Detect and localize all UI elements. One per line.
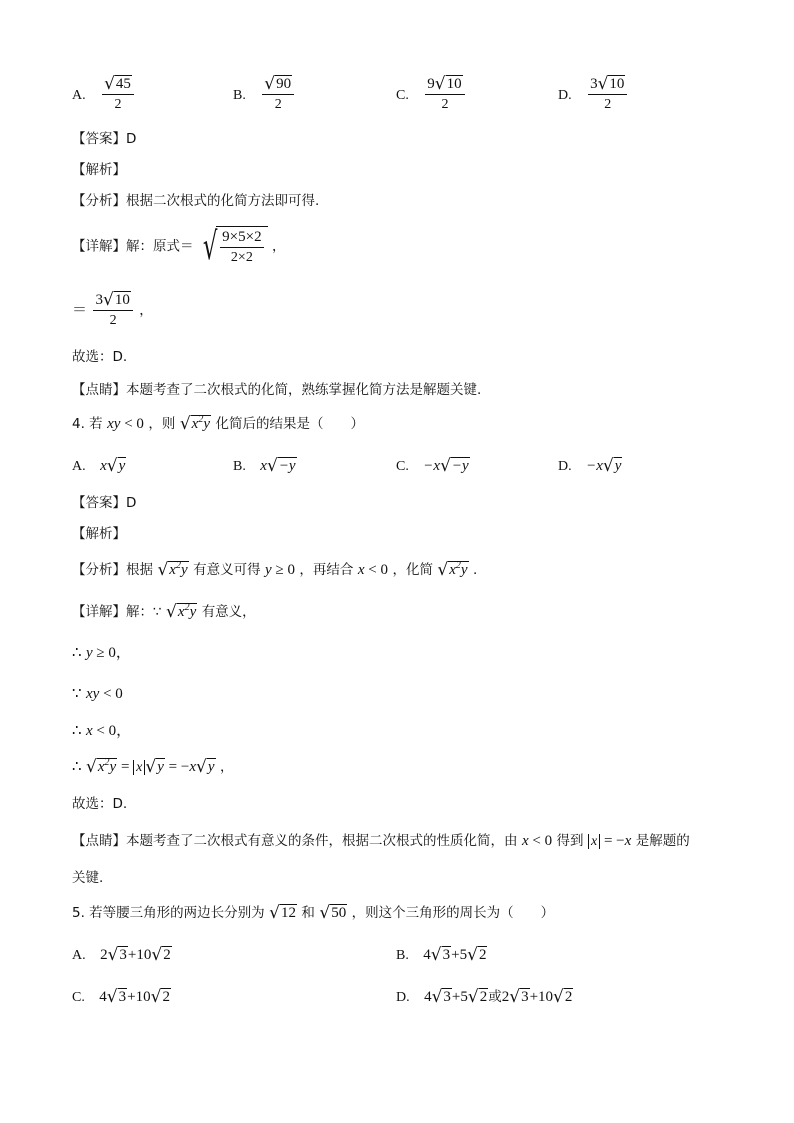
radical-sign: √ [430, 945, 442, 965]
radical-sign: √ [145, 757, 157, 777]
option-label: A. [72, 87, 86, 103]
q4-choose: 故选：D. [72, 796, 128, 812]
q4-step-4: ∴ √ $x^2y$ = x √ y = −x √ y ， [72, 757, 234, 777]
radical-sign: √ [86, 757, 97, 777]
radical-expression: √ $\frac{9\times 5\times 2}{2\times 2}$ [198, 226, 268, 267]
radical-sign: √ [106, 456, 118, 476]
radical-sign: √ [151, 945, 163, 965]
radical-sign: √ [602, 456, 614, 476]
q4-answer: 【答案】D [72, 495, 137, 511]
radical-sign: √ [264, 74, 276, 94]
q4-option-b: B. x √ −y [233, 456, 296, 476]
fraction: 3 √ 10 2 [93, 291, 132, 330]
absolute-value: x [133, 760, 145, 775]
q4-step-2: ∵ xy < 0 [72, 686, 123, 702]
radical-sign: √ [597, 74, 609, 94]
radical-sign: √ [266, 456, 278, 476]
q4-option-a: A. x √ y [72, 456, 126, 476]
radical-sign: √ [467, 945, 478, 965]
q5-option-d: D. 4 √ 3 +5 √ 2 或2 √ 3 +10 √ 2 [396, 987, 573, 1007]
option-label: B. [233, 87, 246, 103]
q5-option-a: A. 2 √ 3 +10 √ 2 [72, 945, 171, 965]
q3-analysis: 【分析】根据二次根式的化简方法即可得. [72, 193, 320, 209]
radical-sign: √ [553, 987, 564, 1007]
radical-sign: √ [509, 987, 521, 1007]
q4-option-c: C. −x √ −y [396, 456, 469, 476]
radical-sign: √ [437, 560, 449, 580]
radical-sign: √ [319, 903, 331, 923]
radical-sign: √ [102, 290, 114, 310]
q4-stem: 4. 若 xy < 0 ，则 √ $x^2y$ 化简后的结果是（ ） [72, 414, 364, 434]
q3-detail: 【详解】解：原式＝ √ $\frac{9\times 5\times 2}{2\times 2}$ ， [72, 224, 286, 268]
q3-answer: 【答案】D [72, 131, 137, 147]
radical-sign: √ [157, 560, 169, 580]
radical-sign: √ [150, 987, 162, 1007]
radical-sign: √ [269, 903, 280, 923]
q5-option-c: C. 4 √ 3 +10 √ 2 [72, 987, 170, 1007]
q4-step-3: ∴ x < 0， [72, 723, 132, 739]
q4-comment-cont: 关键. [72, 870, 104, 886]
option-label: D. [558, 87, 572, 103]
radical-sign: √ [440, 456, 451, 476]
q5-stem: 5. 若等腰三角形的两边长分别为 √ 12 和 √ 50 ，则这个三角形的周长为（ ） [72, 903, 555, 923]
q4-option-d: D. −x √ y [558, 456, 622, 476]
q3-option-a [72, 75, 136, 114]
absolute-value: x [588, 834, 600, 849]
fraction: 3 √ 10 2 [588, 75, 627, 114]
radical-sign: √ [195, 757, 207, 777]
q4-analysis: 【分析】根据 √ $x^2y$ 有意义可得 y ≥ 0 ，再结合 x < 0 ，化简 √ $x^2y$ . [72, 560, 478, 580]
q4-comment: 【点睛】本题考查了二次根式有意义的条件，根据二次根式的性质化简，由 x < 0 得到 x = −x 是解题的 [72, 833, 690, 849]
radical-expression: √ $x^2y$ [179, 414, 211, 434]
q5-option-b: B. 4 √ 3 +5 √ 2 [396, 945, 487, 965]
radical-sign: √ [166, 602, 177, 622]
radical-sign: √ [467, 987, 479, 1007]
q3-option-d [558, 75, 629, 114]
q3-option-c [396, 75, 467, 114]
q3-choose: 故选：D. [72, 349, 128, 365]
radical-sign: √ [179, 414, 191, 434]
radical-sign: √ [107, 945, 119, 965]
fraction: √ 90 2 [262, 75, 294, 114]
q3-analysis-heading: 【解析】 [72, 162, 126, 178]
radical-sign: √ [104, 74, 115, 94]
radical-sign: √ [202, 224, 218, 268]
q3-comment: 【点睛】本题考查了二次根式的化简，熟练掌握化简方法是解题关键. [72, 382, 482, 398]
q3-option-b [233, 75, 296, 114]
radical-sign: √ [431, 987, 443, 1007]
q4-analysis-heading: 【解析】 [72, 526, 126, 542]
option-label: C. [396, 87, 409, 103]
q4-detail: 【详解】解：∵ √ $x^2y$ 有意义， [72, 602, 256, 622]
fraction: 9 √ 10 2 [425, 75, 464, 114]
radical-sign: √ [106, 987, 118, 1007]
radical-sign: √ [434, 74, 446, 94]
q3-step: ＝ 3 √ 10 2 ， [72, 290, 153, 328]
fraction: √ 45 2 [102, 75, 134, 114]
q4-step-1: ∴ y ≥ 0， [72, 645, 131, 661]
